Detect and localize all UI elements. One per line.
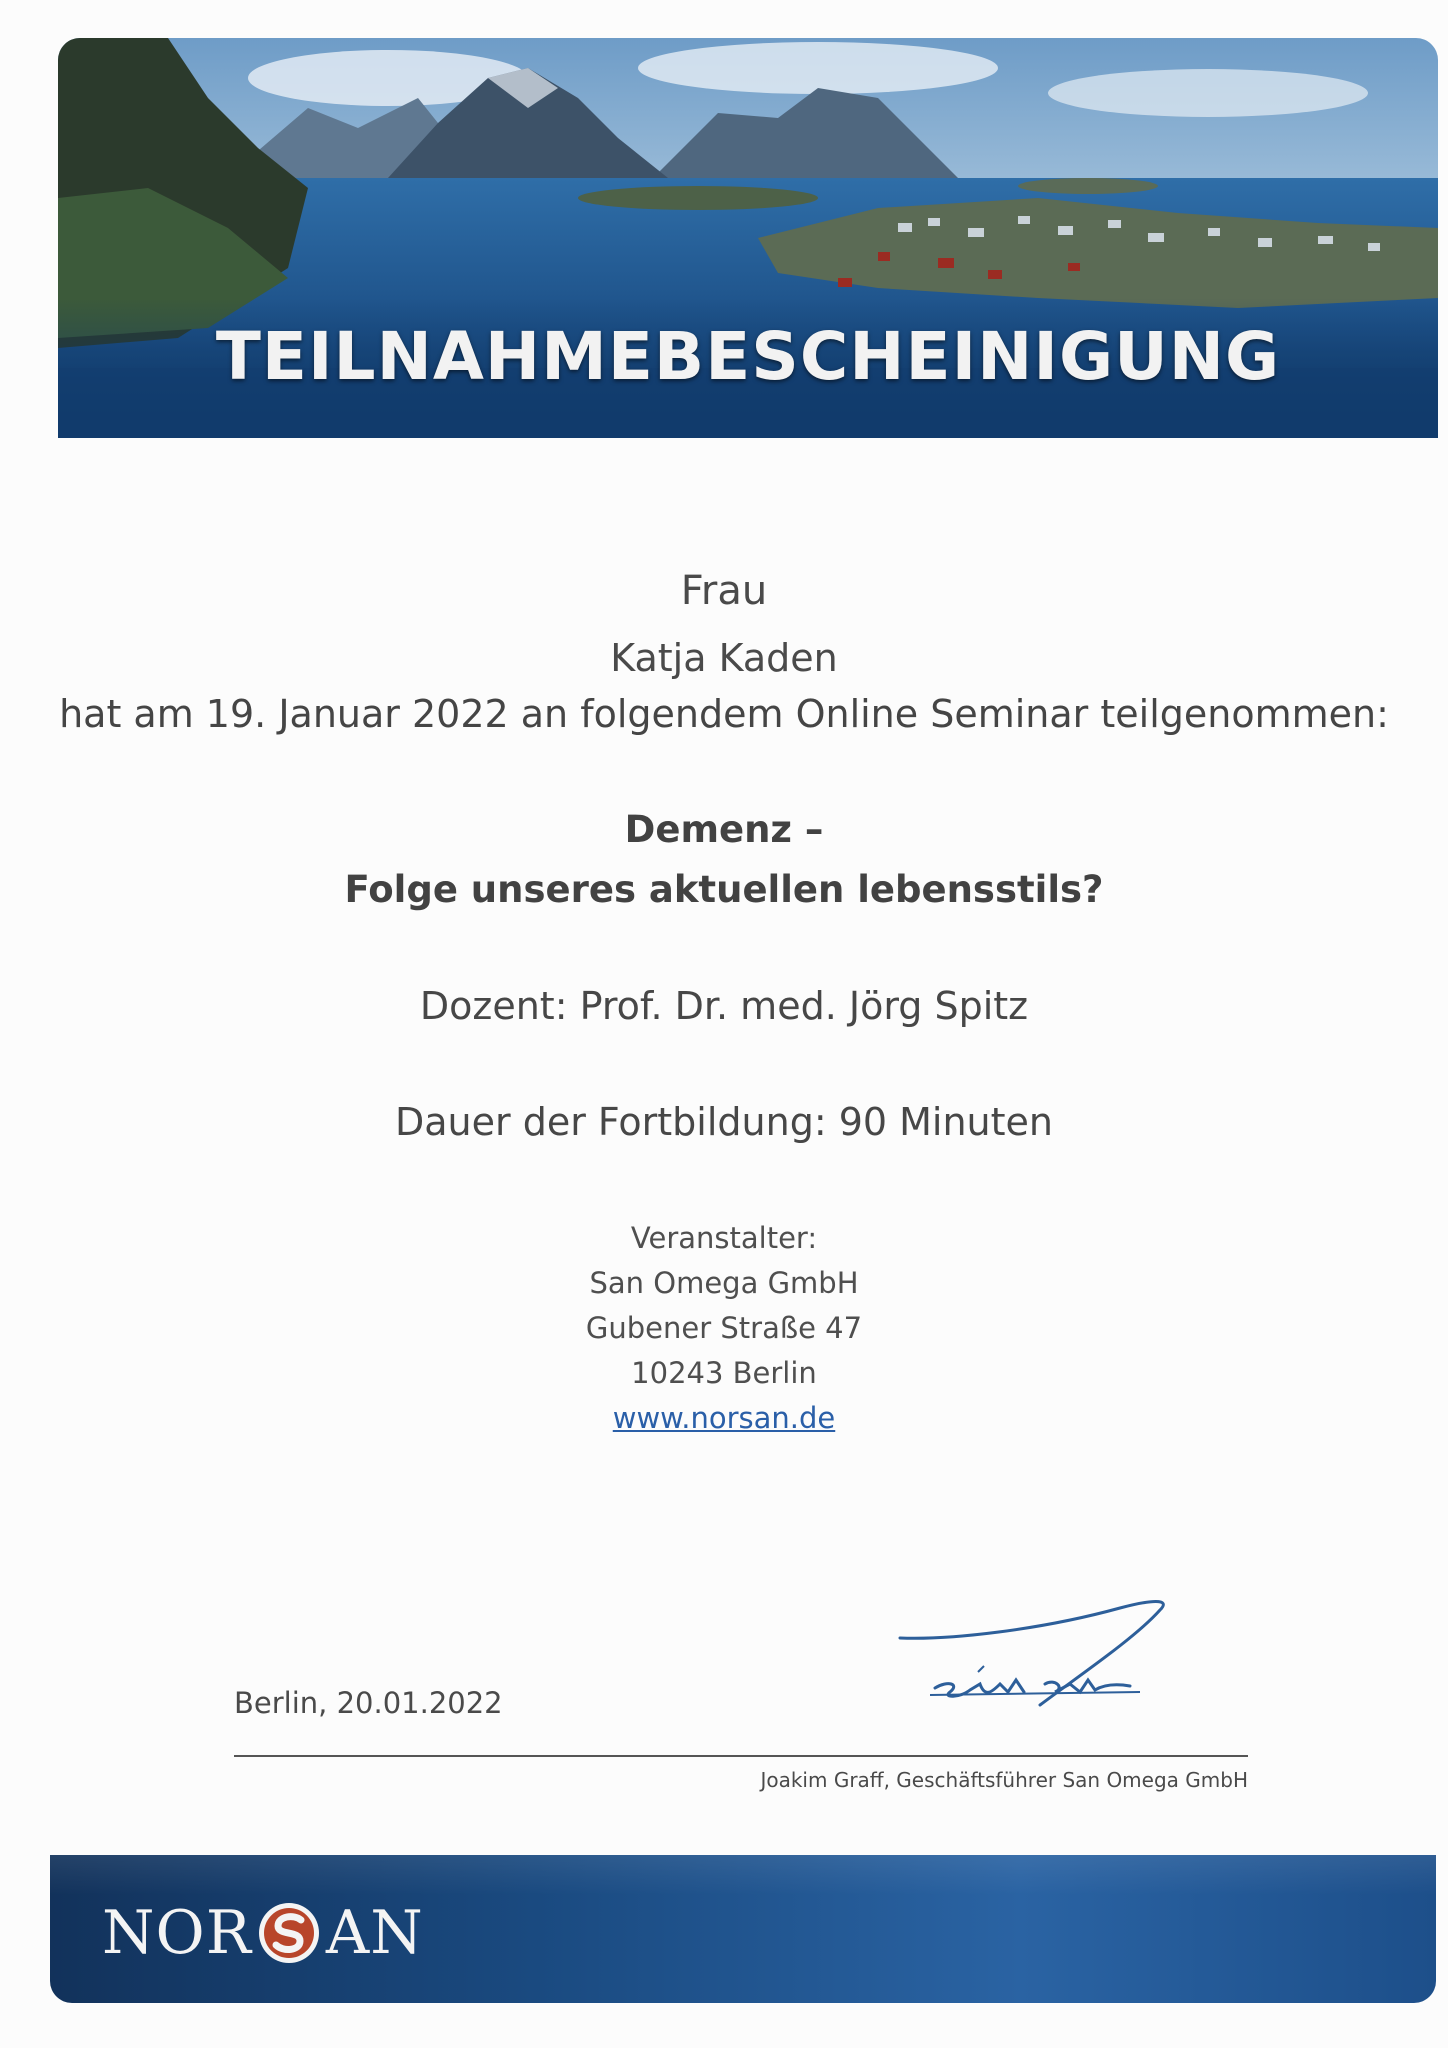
signer-name: Joakim Graff, Geschäftsführer San Omega GmbH xyxy=(760,1768,1248,1792)
website-link[interactable]: www.norsan.de xyxy=(612,1401,836,1435)
recipient-name: Katja Kaden xyxy=(610,636,838,680)
header-banner xyxy=(58,38,1438,438)
signature-image xyxy=(890,1580,1190,1730)
salutation: Frau xyxy=(680,568,768,614)
logo-s-mark-icon xyxy=(256,1900,322,1966)
lecturer: Dozent: Prof. Dr. med. Jörg Spitz xyxy=(419,984,1029,1028)
seminar-title-line-2: Folge unseres aktuellen lebensstils? xyxy=(344,868,1104,911)
seminar-title-line-1: Demenz – xyxy=(624,808,824,851)
organizer-label: Veranstalter: xyxy=(630,1221,818,1255)
seminar-title xyxy=(0,800,1448,920)
norsan-logo xyxy=(102,1893,424,1973)
logo-text-left: NOR xyxy=(102,1898,252,1968)
signature-line xyxy=(234,1755,1248,1757)
organizer-name: San Omega GmbH xyxy=(589,1266,859,1300)
organizer-street: Gubener Straße 47 xyxy=(585,1311,863,1345)
certificate-title: TEILNAHMEBESCHEINIGUNG xyxy=(215,318,1281,395)
organizer-city: 10243 Berlin xyxy=(631,1356,817,1390)
place-and-date: Berlin, 20.01.2022 xyxy=(234,1686,503,1720)
footer-bar xyxy=(50,1855,1436,2003)
organizer-block xyxy=(0,1216,1448,1441)
logo-text-right: AN xyxy=(325,1898,424,1968)
participation-statement: hat am 19. Januar 2022 an folgendem Online Seminar teilgenommen: xyxy=(59,692,1389,736)
course-duration: Dauer der Fortbildung: 90 Minuten xyxy=(394,1100,1054,1144)
